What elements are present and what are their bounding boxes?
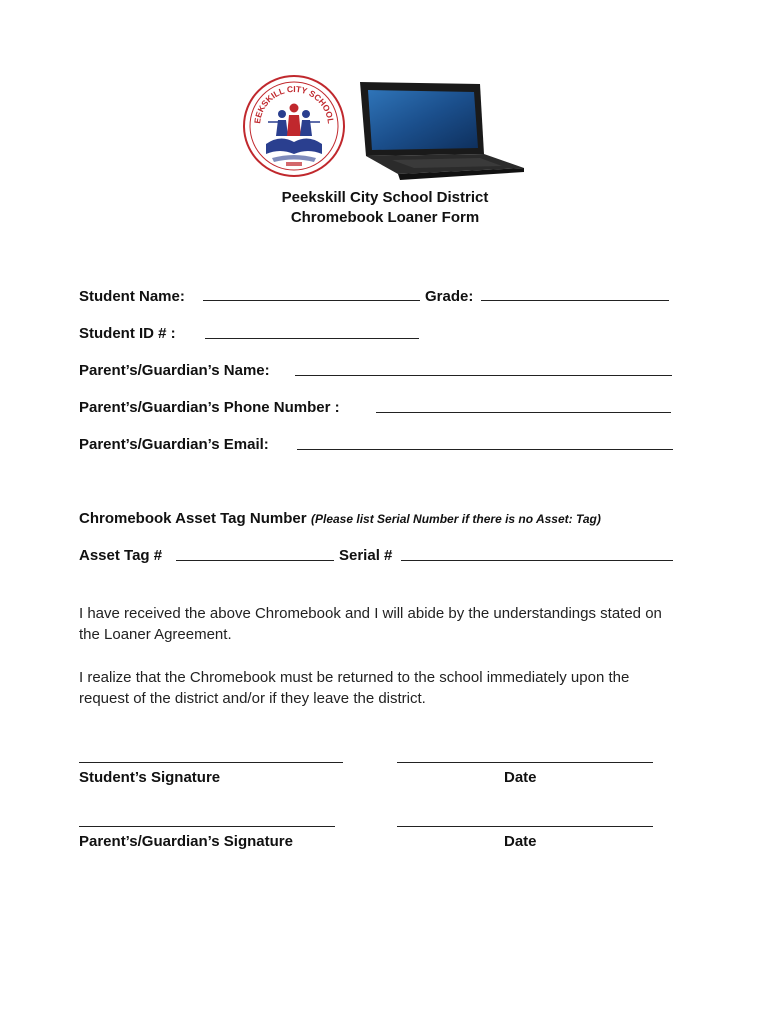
asset-tag-field[interactable]: [176, 560, 334, 561]
student-signature-line[interactable]: [79, 762, 343, 763]
form-title-form: Chromebook Loaner Form: [290, 209, 480, 226]
asset-tag-label: Asset Tag #: [79, 547, 163, 564]
logo-ring-text: EEKSKILL CITY SCHOOL: [252, 83, 336, 125]
asset-heading-text: Chromebook Asset Tag Number: [79, 510, 307, 527]
student-name-label: Student Name:: [79, 288, 185, 305]
student-date-label: Date: [504, 769, 537, 786]
guardian-signature-label: Parent’s/Guardian’s Signature: [79, 833, 293, 850]
guardian-name-field[interactable]: [295, 375, 672, 376]
guardian-date-line[interactable]: [397, 826, 653, 827]
guardian-phone-field[interactable]: [376, 412, 671, 413]
student-date-line[interactable]: [397, 762, 653, 763]
statement-return: I realize that the Chromebook must be returned to the school immediately upon the request of the district and/or if they leave the district.: [79, 669, 630, 707]
asset-note: (Please list Serial Number if there is no Asset: Tag): [311, 512, 601, 526]
guardian-email-field[interactable]: [297, 449, 673, 450]
asset-heading: [79, 510, 601, 528]
chromebook-image: [352, 80, 526, 184]
serial-field[interactable]: [401, 560, 673, 561]
form-title-district: Peekskill City School District: [281, 189, 489, 206]
student-name-field[interactable]: [203, 300, 420, 301]
grade-field[interactable]: [481, 300, 669, 301]
grade-label: Grade:: [425, 288, 474, 305]
district-logo: [242, 74, 346, 178]
student-id-field[interactable]: [205, 338, 419, 339]
guardian-signature-line[interactable]: [79, 826, 335, 827]
guardian-email-label: Parent’s/Guardian’s Email:: [79, 436, 269, 453]
guardian-date-label: Date: [504, 833, 537, 850]
serial-label: Serial #: [339, 547, 393, 564]
student-signature-label: Student’s Signature: [79, 769, 221, 786]
guardian-name-label: Parent’s/Guardian’s Name:: [79, 362, 270, 379]
student-id-label: Student ID # :: [79, 325, 176, 342]
guardian-phone-label: Parent’s/Guardian’s Phone Number :: [79, 399, 340, 416]
statement-received: I have received the above Chromebook and I will abide by the understandings stated on the Loaner Agreement.: [79, 605, 662, 643]
